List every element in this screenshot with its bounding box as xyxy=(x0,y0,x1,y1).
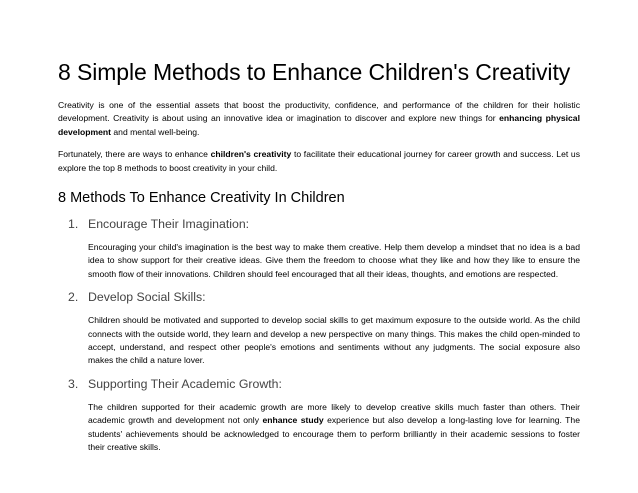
intro-2-text-1: Fortunately, there are ways to enhance xyxy=(58,149,211,160)
method-heading-text: Develop Social Skills: xyxy=(88,290,206,305)
method-heading-text: Encourage Their Imagination: xyxy=(88,217,250,232)
method-heading xyxy=(58,289,580,305)
method-heading xyxy=(58,216,580,232)
section-heading: 8 Methods To Enhance Creativity In Children xyxy=(58,190,345,207)
intro-1-text-2: and mental well-being. xyxy=(111,126,200,137)
method-item xyxy=(58,216,580,281)
link-enhancing-physical-development[interactable]: enhancing physical development xyxy=(58,113,580,137)
method-item xyxy=(58,376,580,455)
method-3-text-1: The children supported for their academic growth are more likely to develop creative skills much faster than others. Their academic growth and development not only xyxy=(88,401,580,426)
intro-paragraph-2 xyxy=(58,148,580,175)
method-3-text-2: experience but also develop a long-lasting love for learning. The students' achievements should be acknowledged to encourage them to perform brilliantly in their academic sessions to foster their creative skills. xyxy=(88,415,580,453)
method-heading xyxy=(58,376,580,392)
method-number: 3. xyxy=(68,376,79,391)
method-paragraph xyxy=(88,241,580,281)
intro-2-text-2: to facilitate their educational journey for career growth and success. Let us explore the top 8 methods to boost creativity in your child. xyxy=(58,149,580,173)
link-childrens-creativity[interactable]: children's creativity xyxy=(210,149,292,160)
intro-paragraph-1 xyxy=(58,99,580,139)
method-number: 1. xyxy=(68,217,79,232)
page-title: 8 Simple Methods to Enhance Children's Creativity xyxy=(58,59,571,85)
intro-1-text-1: Creativity is one of the essential assets that boost the productivity, confidence, and performance of the children for their holistic development. Creativity is about using an innovative idea or imagination to discover and explore new things for xyxy=(58,100,580,124)
method-1-text: Encouraging your child's imagination is the best way to make them creative. Help them develop a mindset that no idea is a bad idea to show support for their creative ideas. Give them the freedom to choose what they like and how they like to ensure the smooth flow of their innovations. Children should feel encouraged that all their ideas, thoughts, and emotions are respected. xyxy=(88,242,580,279)
link-enhance-study[interactable]: enhance study xyxy=(262,415,324,426)
method-2-text: Children should be motivated and supported to develop social skills to get maximum exposure to the outside world. As the child connects with the outside world, they learn and develop a new perspective on many things. This makes the child open-minded to accept, understand, and respect other people's emotions and sentiments without any judgments. The social exposure also makes the child a nature lover. xyxy=(88,315,580,366)
method-paragraph xyxy=(88,314,580,368)
method-number: 2. xyxy=(68,290,79,305)
method-heading-text: Supporting Their Academic Growth: xyxy=(88,376,282,391)
method-item xyxy=(58,289,580,368)
method-paragraph xyxy=(88,401,580,455)
